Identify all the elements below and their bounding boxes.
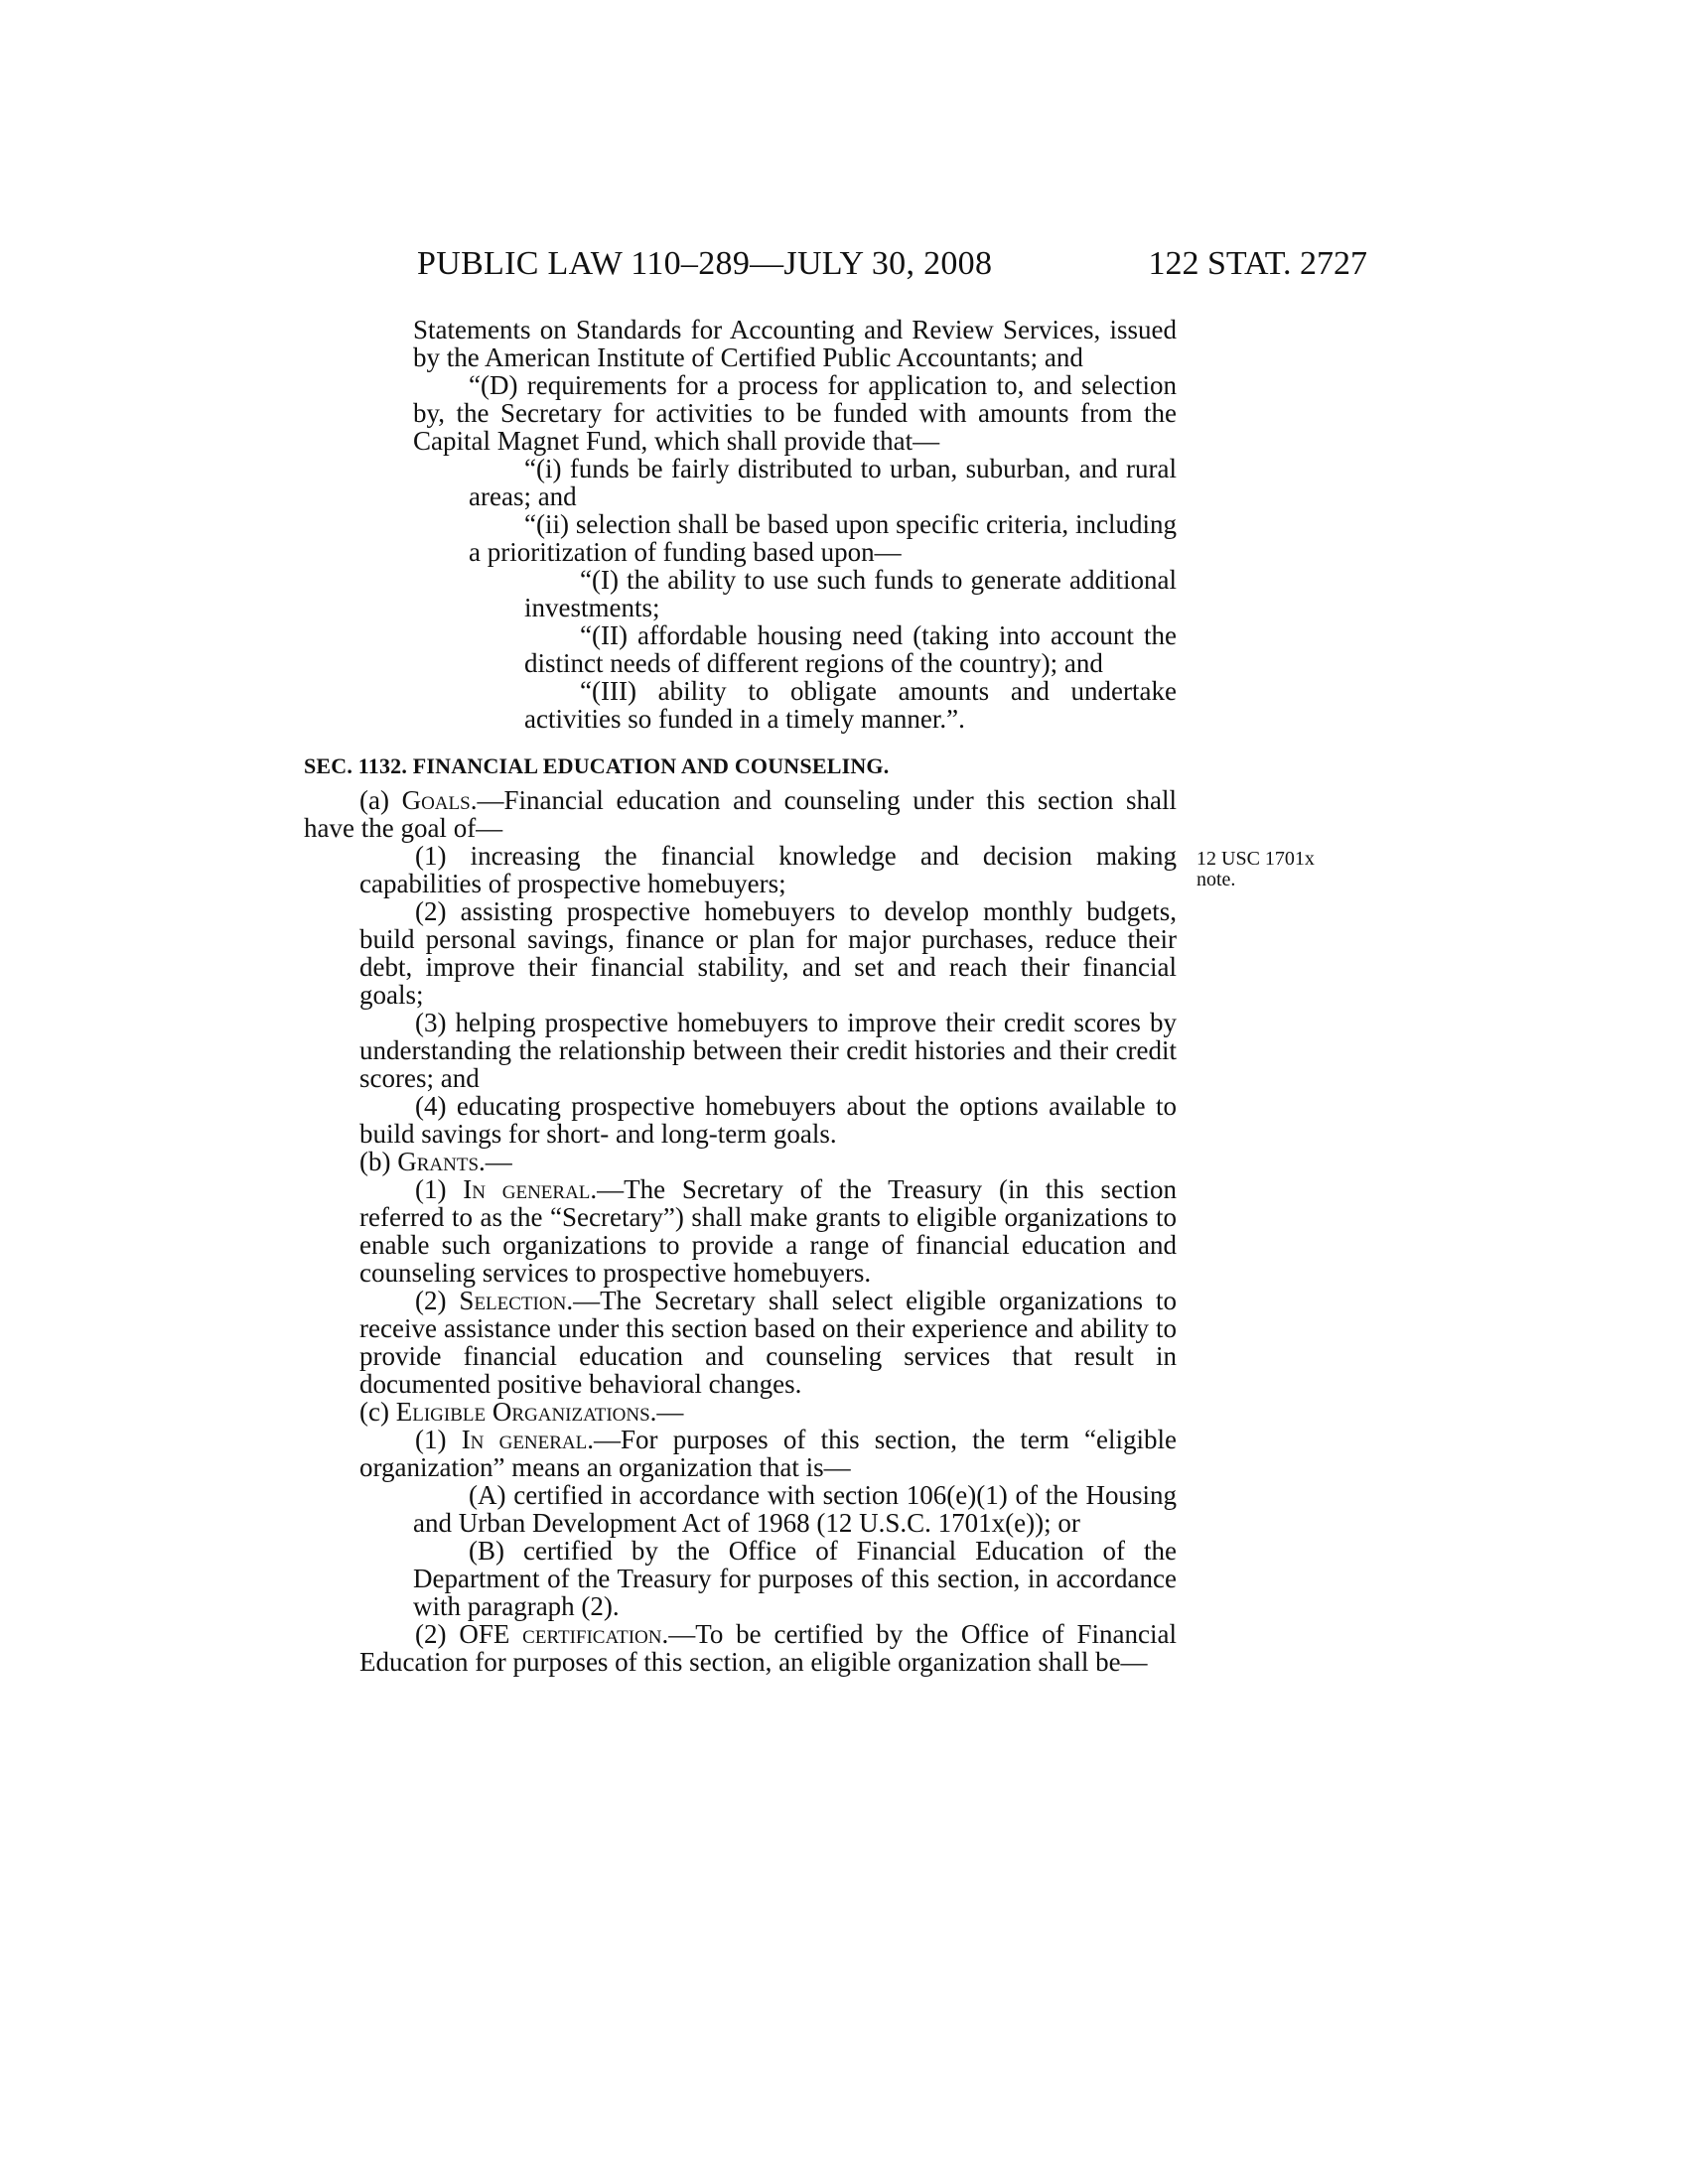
subparagraph-cA: (A) certified in accordance with section 106(e)(1) of the Housing and Urban Development Act of 1968 (12 U.S.C. 1701x(e)); or [413,1480,1177,1538]
paragraph-b1-text: .—The Secretary of the Treasury (in this section referred to as the “Secretary”) shall make grants to eligible organizations to enable such organizations to provide a range of financial education and counseling services to prospective homebuyers. [359,1174,1177,1288]
paragraph-a1: (1) increasing the financial knowledge and decision making capabilities of prospective homebuyers; [359,841,1177,898]
subsection-a-label: (a) [359,785,402,815]
margin-note [1196,849,1355,890]
paragraph-D: “(D) requirements for a process for application to, and selection by, the Secretary for activities to be funded with amounts from the Capital Magnet Fund, which shall provide that— [413,370,1177,456]
subsection-c [304,1398,1177,1426]
paragraph-c1-title: In general [461,1425,588,1454]
subsection-a-title: Goals [401,785,471,815]
running-title: PUBLIC LAW 110–289—JULY 30, 2008 [417,245,993,282]
subclause-III: “(III) ability to obligate amounts and undertake activities so funded in a timely manner.”. [524,676,1177,734]
margin-note-line1: 12 USC 1701x [1196,848,1315,870]
subparagraph-cB: (B) certified by the Office of Financial Education of the Department of the Treasury for purposes of this section, in accordance with paragraph (2). [413,1536,1177,1621]
paragraph-b2-text: .—The Secretary shall select eligible organizations to receive assistance under this section based on their experience and ability to provide financial education and counseling services that result in documented positive behavioral changes. [359,1286,1177,1399]
paragraph-c1-label: (1) [415,1425,462,1454]
subsection-a-text: .—Financial education and counseling under this section shall have the goal of— [304,785,1177,843]
paragraph-c2-title: OFE certification [459,1619,662,1649]
paragraph-c2-text: .—To be certified by the Office of Financial Education for purposes of this section, an eligible organization shall be— [359,1619,1178,1677]
subsection-c-text: .— [649,1397,684,1427]
subsection-b [304,1148,1177,1175]
paragraph-c2-label: (2) [415,1619,460,1649]
clause-i: “(i) funds be fairly distributed to urban, suburban, and rural areas; and [469,454,1177,511]
paragraph-b1 [304,1175,1177,1287]
clause-ii: “(ii) selection shall be based upon specific criteria, including a prioritization of funding based upon— [469,509,1177,567]
subsection-b-label: (b) [359,1147,398,1176]
subsection-c-title: Eligible Organizations [395,1397,650,1427]
paragraph-a3: (3) helping prospective homebuyers to improve their credit scores by understanding the relationship between their credit histories and their credit scores; and [359,1008,1177,1093]
subsection-b-title: Grants [397,1147,480,1176]
paragraph-b1-title: In general [463,1174,591,1204]
paragraph-a2: (2) assisting prospective homebuyers to develop monthly budgets, build personal savings, finance or plan for major purchases, reduce their debt, improve their financial stability, and set and reach their financial goals; [359,896,1177,1010]
subclause-I: “(I) the ability to use such funds to generate additional investments; [524,565,1177,622]
subsection-c-label: (c) [359,1397,396,1427]
paragraph-a4: (4) educating prospective homebuyers about the options available to build savings for short- and long-term goals. [359,1091,1177,1149]
paragraph-continuation: Statements on Standards for Accounting and Review Services, issued by the American Institute of Certified Public Accountants; and [413,315,1177,372]
margin-note-line2: note. [1196,869,1236,890]
paragraph-b2-title: Selection [459,1286,567,1315]
paragraph-b1-label: (1) [415,1174,464,1204]
subsection-a [304,786,1177,842]
paragraph-c2 [304,1620,1177,1676]
paragraph-c1-text: .—For purposes of this section, the term “eligible organization” means an organization that is— [359,1425,1177,1482]
paragraph-b2 [304,1287,1177,1398]
subsection-b-text: .— [479,1147,512,1176]
page-header [417,245,1367,291]
paragraph-b2-label: (2) [415,1286,460,1315]
section-heading: SEC. 1132. FINANCIAL EDUCATION AND COUNSELING. [304,753,890,778]
page-number: 122 STAT. 2727 [1148,245,1367,282]
paragraph-c1 [304,1426,1177,1481]
subclause-II: “(II) affordable housing need (taking into account the distinct needs of different regions of the country); and [524,620,1177,678]
document-body [304,316,1177,1676]
